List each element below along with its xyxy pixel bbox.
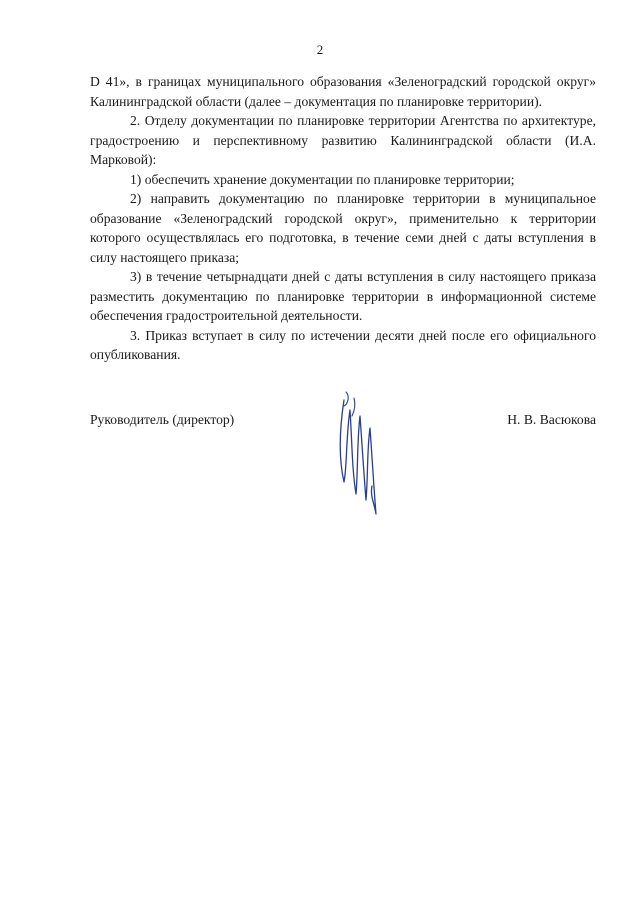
signer-title: Руководитель (директор) xyxy=(90,412,235,427)
paragraph-continuation: D 41», в границах муниципального образования «Зеленоградский городской округ» Калининградской области (далее – документация по планировке территории). xyxy=(90,74,596,109)
paragraph-item-3: 3. Приказ вступает в силу по истечении десяти дней после его официального опубликования. xyxy=(90,327,596,362)
document-body xyxy=(90,72,596,365)
handwritten-signature xyxy=(330,386,386,522)
page-number: 2 xyxy=(316,42,324,57)
paragraph-subitem-1: 1) обеспечить хранение документации по планировке территории; xyxy=(130,171,515,187)
paragraph-subitem-2: 2) направить документацию по планировке территории в муниципальное образование «Зеленоградский городской округ», применительно к территории которого осуществлялась его подготовка, в течение семи дней с даты вступления в силу настоящего приказа; xyxy=(90,191,596,265)
paragraph-item-2: 2. Отделу документации по планировке территории Агентства по архитектуре, градостроению и перспективному развитию Калининградской области (И.А. Марковой): xyxy=(90,113,596,167)
signer-name: Н. В. Васюкова xyxy=(507,412,596,427)
paragraph-subitem-3: 3) в течение четырнадцати дней с даты вступления в силу настоящего приказа разместить документацию по планировке территории в информационной системе обеспечения градостроительной деятельности. xyxy=(90,269,596,323)
